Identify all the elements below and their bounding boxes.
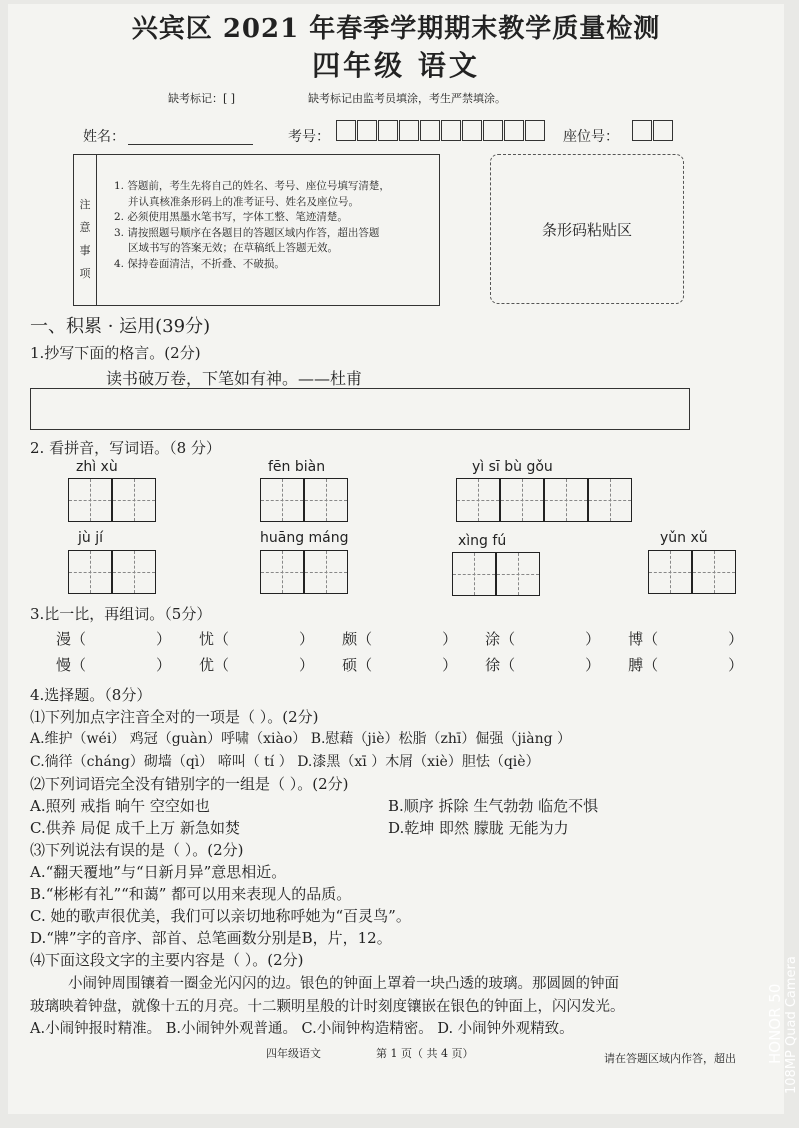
footer-subject: 四年级语文 (266, 1047, 321, 1060)
compare-row-1: 漫（ ） 忧（ ） 颇（ ） 涂（ ） 博（ ） (56, 630, 744, 648)
seat-label: 座位号： (563, 129, 619, 145)
tian-grid[interactable] (304, 550, 348, 594)
pinyin-label: jù jí (78, 530, 103, 546)
exam-no-field[interactable] (336, 120, 551, 142)
notice-item: 1. 答题前，考生先将自己的姓名、考号、座位号填写清楚， (114, 180, 390, 192)
q4-line: B.顺序 拆除 生气勃勃 临危不惧 (388, 797, 599, 815)
q2-prompt: 2. 看拼音，写词语。（8 分） (30, 439, 221, 457)
q1-prompt: 1.抄写下面的格言。(2分) (30, 344, 201, 362)
exam-page (8, 4, 799, 1114)
tian-grid[interactable] (588, 478, 632, 522)
exam-no-label: 考号： (288, 129, 330, 145)
absent-note: 缺考标记由监考员填涂，考生严禁填涂。 (308, 92, 506, 105)
tian-grid[interactable] (260, 478, 304, 522)
notice-item: 2. 必须使用黑墨水笔书写，字体工整、笔迹清楚。 (114, 211, 348, 223)
tian-grid[interactable] (544, 478, 588, 522)
camera-watermark: HONOR 50 (766, 983, 784, 1064)
tian-grid[interactable] (500, 478, 544, 522)
tian-grid[interactable] (260, 550, 304, 594)
notice-box (73, 154, 440, 306)
word-item: 漫（ (56, 630, 87, 648)
seat-field[interactable] (632, 120, 676, 142)
tian-grid[interactable] (112, 550, 156, 594)
exam-subtitle: 四年级 语文 (312, 49, 480, 82)
barcode-area (490, 154, 684, 304)
tian-grid[interactable] (112, 478, 156, 522)
tian-grid[interactable] (304, 478, 348, 522)
notice-side-label: 注 意 事 项 (79, 198, 91, 280)
q1-quote: 读书破万卷，下笔如有神。——杜甫 (106, 369, 363, 388)
pinyin-label: huāng máng (260, 530, 349, 546)
pinyin-label: yǔn xǔ (660, 530, 708, 546)
tian-grid[interactable] (452, 552, 496, 596)
q4-line: A.“翻天覆地”与“日新月异”意思相近。 (30, 863, 287, 881)
word-item: 慢（ (56, 656, 87, 674)
notice-item: 3. 请按照题号顺序在各题目的答题区域内作答，超出答题 (114, 226, 380, 239)
q4-line: A.维护（wéi） 鸡冠（guàn）呼啸（xiào） B.慰藉（jiè）松脂（zhī）倔强（jiàng ） (30, 731, 572, 747)
notice-item: 4. 保持卷面清洁，不折叠、不破损。 (114, 257, 285, 270)
section1-title: 一、积累 · 运用(39分) (30, 316, 211, 337)
compare-row-2: 慢（ ） 优（ ） 硕（ ） 徐（ ） 膊（ ） (56, 656, 744, 674)
q4-line: A.小闹钟报时精准。 B.小闹钟外观普通。 C.小闹钟构造精密。 D. 小闹钟外观精致。 (30, 1021, 574, 1037)
tian-grid[interactable] (496, 552, 540, 596)
notice-item: 区域书写的答案无效；在草稿纸上答题无效。 (128, 242, 338, 254)
camera-watermark-model: 108MP Quad Camera (784, 956, 799, 1094)
tian-grid[interactable] (692, 550, 736, 594)
q4-line: C. 她的歌声很优美，我们可以亲切地称呼她为“百灵鸟”。 (30, 907, 411, 925)
q4-line: ⑴下列加点字注音全对的一项是（ ）。(2分) (30, 708, 319, 726)
q4-line: C.供养 局促 成千上万 新急如焚 (30, 819, 241, 837)
q4-line: A.照列 戒指 晌午 空空如也 (30, 797, 210, 815)
name-label: 姓名： (83, 129, 125, 145)
pinyin-label: zhì xù (76, 459, 118, 475)
name-field[interactable] (128, 144, 253, 145)
q4-passage-line: 玻璃映着钟盘，就像十五的月亮。十二颗明星般的计时刻度镶嵌在银色的钟面上，闪闪发光。 (30, 999, 625, 1015)
q4-line: D.乾坤 即然 朦胧 无能为力 (388, 819, 569, 837)
q4-line: D.“牌”字的音序、部首、总笔画数分别是B，片，12。 (30, 929, 392, 947)
tian-grid[interactable] (456, 478, 500, 522)
footer-note: 请在答题区域内作答，超出 (604, 1052, 736, 1065)
q4-line: ⑶下列说法有误的是（ ）。(2分) (30, 841, 244, 859)
q4-line: B.“彬彬有礼”“和蔼” 都可以用来表现人的品质。 (30, 885, 352, 903)
pinyin-label: fēn biàn (268, 459, 326, 475)
exam-title: 兴宾区 2021 年春季学期期末教学质量检测 (131, 14, 661, 44)
footer-page: 第 1 页（ 共 4 页） (376, 1047, 474, 1060)
q4-passage-line: 小闹钟周围镶着一圈金光闪闪的边。银色的钟面上罩着一块凸透的玻璃。那圆圆的钟面 (68, 976, 619, 992)
notice-item: 并认真核准条形码上的准考证号、姓名及座位号。 (128, 195, 359, 208)
tian-grid[interactable] (68, 550, 112, 594)
q1-answer-box[interactable] (30, 388, 690, 430)
barcode-label: 条形码粘贴区 (541, 221, 632, 239)
q3-prompt: 3.比一比，再组词。（5分） (30, 605, 212, 623)
q4-prompt: 4.选择题。（8分） (30, 686, 152, 704)
tian-grid[interactable] (68, 478, 112, 522)
q4-line: ⑷下面这段文字的主要内容是（ ）。(2分) (30, 951, 304, 969)
q4-line: ⑵下列词语完全没有错别字的一组是（ ）。(2分) (30, 775, 349, 793)
pinyin-label: xìng fú (458, 533, 507, 549)
notice-items (114, 179, 390, 272)
q4-line: C.徜徉（cháng）砌墙（qì） 啼叫（ tí ） D.漆黑（xī ）木屑（xiè）胆怯（qiè） (30, 754, 540, 770)
absent-mark: 缺考标记：[ ] (168, 92, 236, 105)
tian-grid[interactable] (648, 550, 692, 594)
pinyin-label: yì sī bù gǒu (472, 459, 553, 475)
